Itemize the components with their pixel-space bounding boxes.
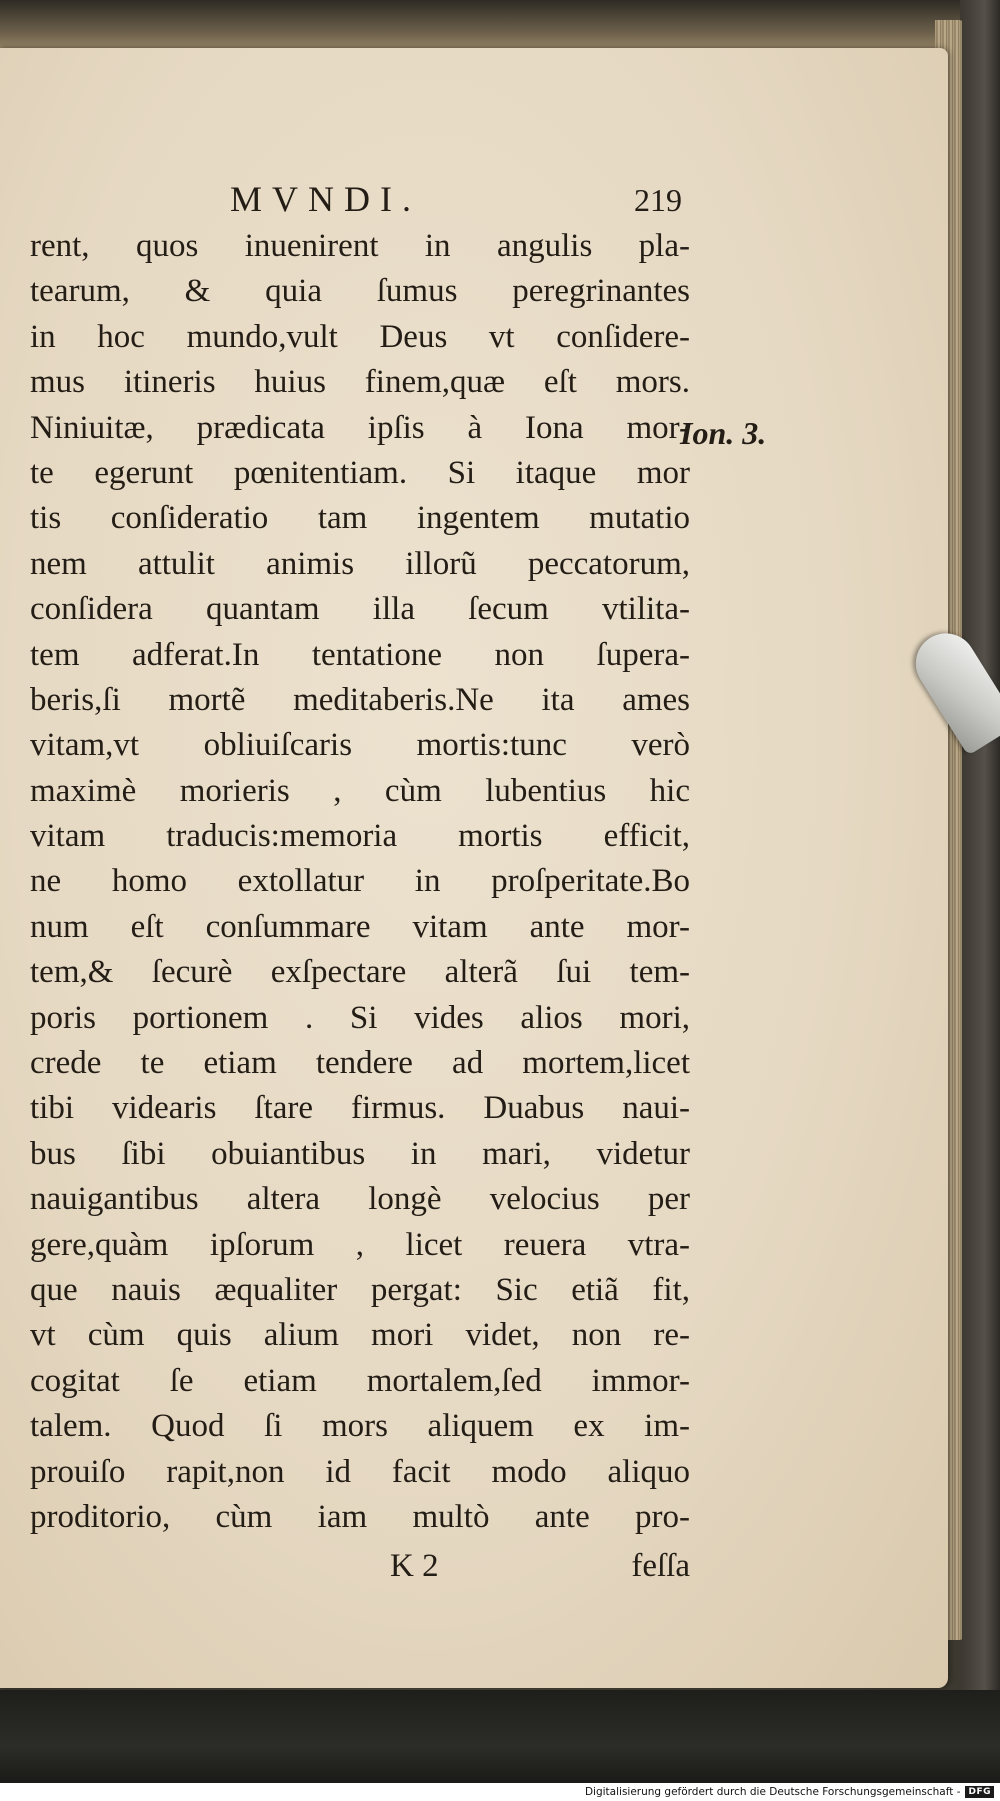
text-line: vt cùm quis alium mori videt, non re- — [30, 1317, 690, 1354]
running-title: MVNDI. — [230, 179, 421, 219]
text-line: tearum, & quia ſumus peregrinantes — [30, 273, 690, 310]
text-line: tem,& ſecurè exſpectare alterã ſui tem- — [30, 954, 690, 991]
text-line: tis conſideratio tam ingentem mutatio — [30, 500, 690, 537]
text-line: talem. Quod ſi mors aliquem ex im- — [30, 1408, 690, 1445]
text-line: in hoc mundo,vult Deus vt conſidere- — [30, 318, 690, 355]
text-line: mus itineris huius finem,quæ eſt mors. — [30, 364, 690, 401]
text-line: nem attulit animis illorũ peccatorum, — [30, 545, 690, 582]
text-line: tem adferat.In tentatione non ſupera- — [30, 636, 690, 673]
text-line: beris,ſi mortẽ meditaberis.Ne ita ames — [30, 681, 690, 718]
text-line: num eſt conſummare vitam ante mor- — [30, 908, 690, 945]
text-line: Niniuitæ, prædicata ipſis à Iona mor- — [30, 409, 690, 446]
text-line: que nauis æqualiter pergat: Sic etiã fit, — [30, 1271, 690, 1308]
text-line: ne homo extollatur in proſperitate.Bo — [30, 863, 690, 900]
page-text-block — [30, 178, 690, 1589]
text-line: tibi videaris ſtare firmus. Duabus naui- — [30, 1090, 690, 1127]
text-lines — [30, 224, 690, 1540]
signature-line — [30, 1544, 690, 1589]
book-right-shadow — [962, 0, 1000, 1801]
text-line: rent, quos inuenirent in angulis pla- — [30, 228, 690, 264]
text-line: conſidera quantam illa ſecum vtilita- — [30, 591, 690, 628]
margin-note: Ion. 3. — [680, 415, 767, 451]
signature-mark: K 2 — [390, 1548, 439, 1585]
running-header — [30, 178, 690, 224]
text-line: crede te etiam tendere ad mortem,licet — [30, 1045, 690, 1082]
text-line: vitam traducis:memoria mortis efficit, — [30, 818, 690, 855]
text-line: maximè morieris , cùm lubentius hic — [30, 772, 690, 809]
text-line: te egerunt pœnitentiam. Si itaque mor — [30, 454, 690, 491]
dfg-logo-icon: DFG — [965, 1786, 994, 1798]
footer-text: Digitalisierung gefördert durch die Deutsche Forschungsgemeinschaft - — [584, 1786, 961, 1798]
text-line: prouiſo rapit,non id facit modo aliquo — [30, 1453, 690, 1490]
text-line: poris portionem . Si vides alios mori, — [30, 999, 690, 1036]
text-line: cogitat ſe etiam mortalem,ſed immor- — [30, 1362, 690, 1399]
catchword: feſſa — [631, 1548, 690, 1585]
text-line: gere,quàm ipſorum , licet reuera vtra- — [30, 1226, 690, 1263]
page-number: 219 — [634, 182, 682, 218]
text-line: nauigantibus altera longè velocius per — [30, 1181, 690, 1218]
scan-bottom-band — [0, 1690, 1000, 1783]
text-line: vitam,vt obliuiſcaris mortis:tunc verò — [30, 727, 690, 764]
text-line: bus ſibi obuiantibus in mari, videtur — [30, 1135, 690, 1172]
text-line: proditorio, cùm iam multò ante pro- — [30, 1498, 690, 1535]
digitization-footer — [0, 1783, 1000, 1801]
